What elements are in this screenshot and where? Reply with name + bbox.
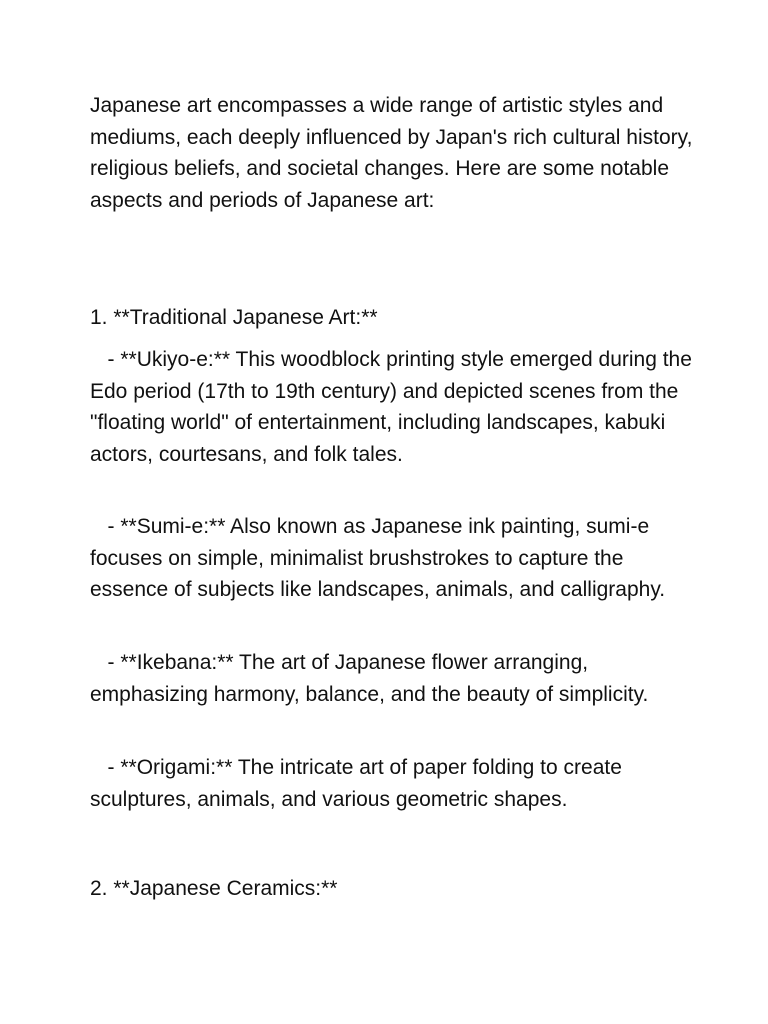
list-item-sumi-e: - **Sumi-e:** Also known as Japanese ink painting, sumi-e focuses on simple, minimalist brushstrokes to capture the essence of subjects like landscapes, animals, and calligraphy. <box>90 515 666 601</box>
section-heading-ceramics: 2. **Japanese Ceramics:** <box>90 877 338 900</box>
intro-paragraph: Japanese art encompasses a wide range of artistic styles and mediums, each deeply influenced by Japan's rich cultural history, religious beliefs, and societal changes. Here are some notable aspects and periods of Japanese art: <box>90 94 699 212</box>
list-item-ikebana: - **Ikebana:** The art of Japanese flower arranging, emphasizing harmony, balance, and the beauty of simplicity. <box>90 651 649 706</box>
list-item-ukiyo-e: - **Ukiyo-e:** This woodblock printing style emerged during the Edo period (17th to 19th century) and depicted scenes from the "floating world" of entertainment, including landscapes, kabuki actors, courtesans, and folk tales. <box>90 348 698 466</box>
section-heading-traditional-art: 1. **Traditional Japanese Art:** <box>90 306 378 329</box>
list-item-origami: - **Origami:** The intricate art of paper folding to create sculptures, animals, and various geometric shapes. <box>90 756 628 811</box>
